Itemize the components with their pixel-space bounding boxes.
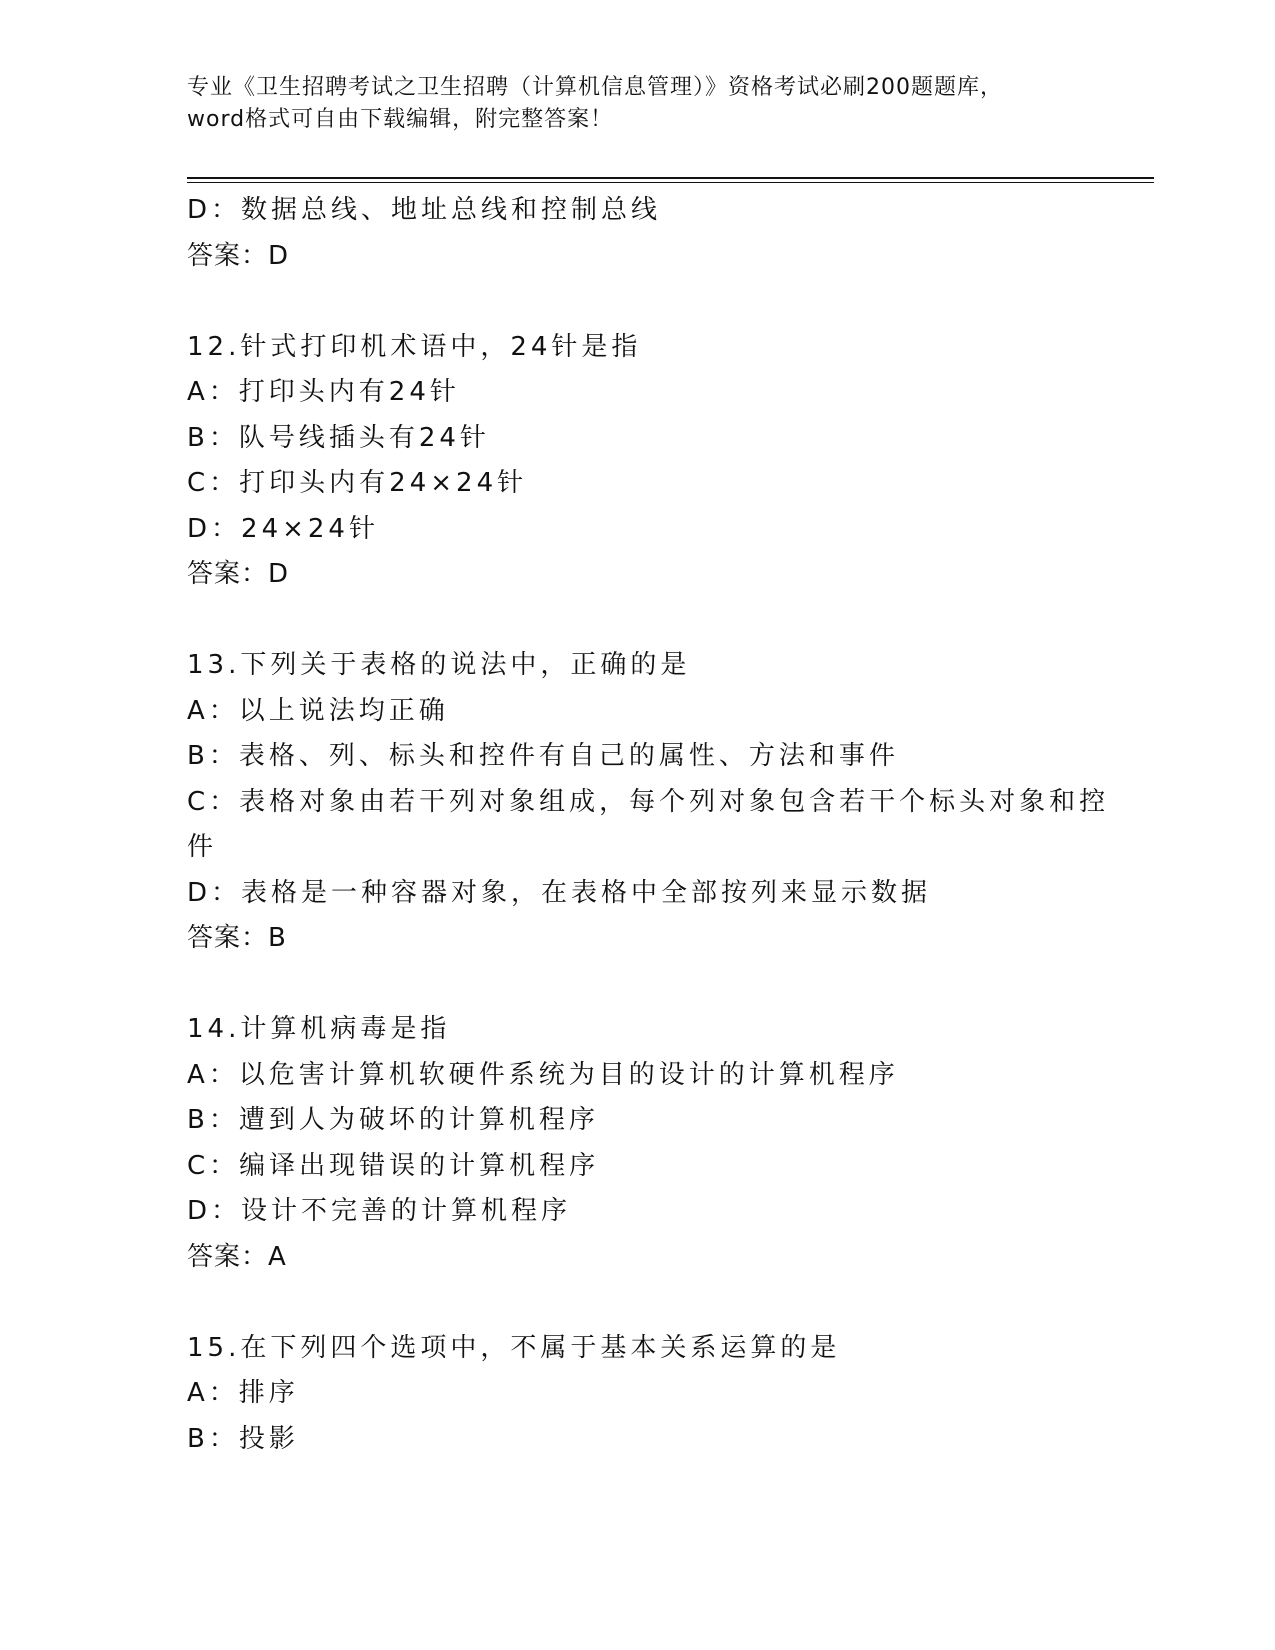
- option-c: C：编译出现错误的计算机程序: [187, 1150, 600, 1181]
- option-b: B：投影: [187, 1423, 299, 1454]
- question-15: [187, 1326, 1087, 1463]
- header-rule-thick: [187, 177, 1154, 179]
- question-14: [187, 1007, 1087, 1280]
- option-b: B：队号线插头有24针: [187, 422, 490, 453]
- option-c-line-1: C：表格对象由若干列对象组成，每个列对象包含若干个标头对象和控: [187, 786, 1110, 817]
- option-a: A：排序: [187, 1378, 299, 1408]
- question-text: 15.在下列四个选项中，不属于基本关系运算的是: [187, 1332, 841, 1363]
- answer: 答案：A: [187, 1241, 287, 1272]
- header-line-2: word格式可自由下载编辑，附完整答案！: [187, 107, 614, 132]
- question-text: 12.针式打印机术语中，24针是指: [187, 331, 642, 362]
- question-12: [187, 325, 1087, 598]
- option-c: C：打印头内有24×24针: [187, 468, 528, 498]
- document-header: [187, 72, 1087, 136]
- header-rule-thin: [187, 182, 1154, 183]
- option-b: B：表格、列、标头和控件有自己的属性、方法和事件: [187, 741, 899, 771]
- answer: 答案：D: [187, 559, 290, 589]
- question-11: [187, 188, 1087, 279]
- option-d: D：24×24针: [187, 513, 379, 544]
- question-13: [187, 643, 1110, 962]
- option-b: B：遭到人为破坏的计算机程序: [187, 1105, 599, 1135]
- option-c-line-2: 件: [187, 832, 218, 862]
- question-text: 14.计算机病毒是指: [187, 1014, 451, 1044]
- header-line-1: 专业《卫生招聘考试之卫生招聘（计算机信息管理）》资格考试必刷200题题库，: [187, 75, 1003, 100]
- question-list: [187, 188, 1110, 1462]
- option-a: A：以上说法均正确: [187, 695, 449, 726]
- option-d: D：数据总线、地址总线和控制总线: [187, 195, 662, 225]
- option-d: D：设计不完善的计算机程序: [187, 1196, 572, 1226]
- answer: 答案：D: [187, 240, 290, 271]
- option-a: A：打印头内有24针: [187, 377, 460, 407]
- option-a: A：以危害计算机软硬件系统为目的设计的计算机程序: [187, 1059, 899, 1090]
- answer: 答案：B: [187, 923, 287, 953]
- option-d: D：表格是一种容器对象，在表格中全部按列来显示数据: [187, 877, 932, 908]
- question-text: 13.下列关于表格的说法中，正确的是: [187, 650, 691, 680]
